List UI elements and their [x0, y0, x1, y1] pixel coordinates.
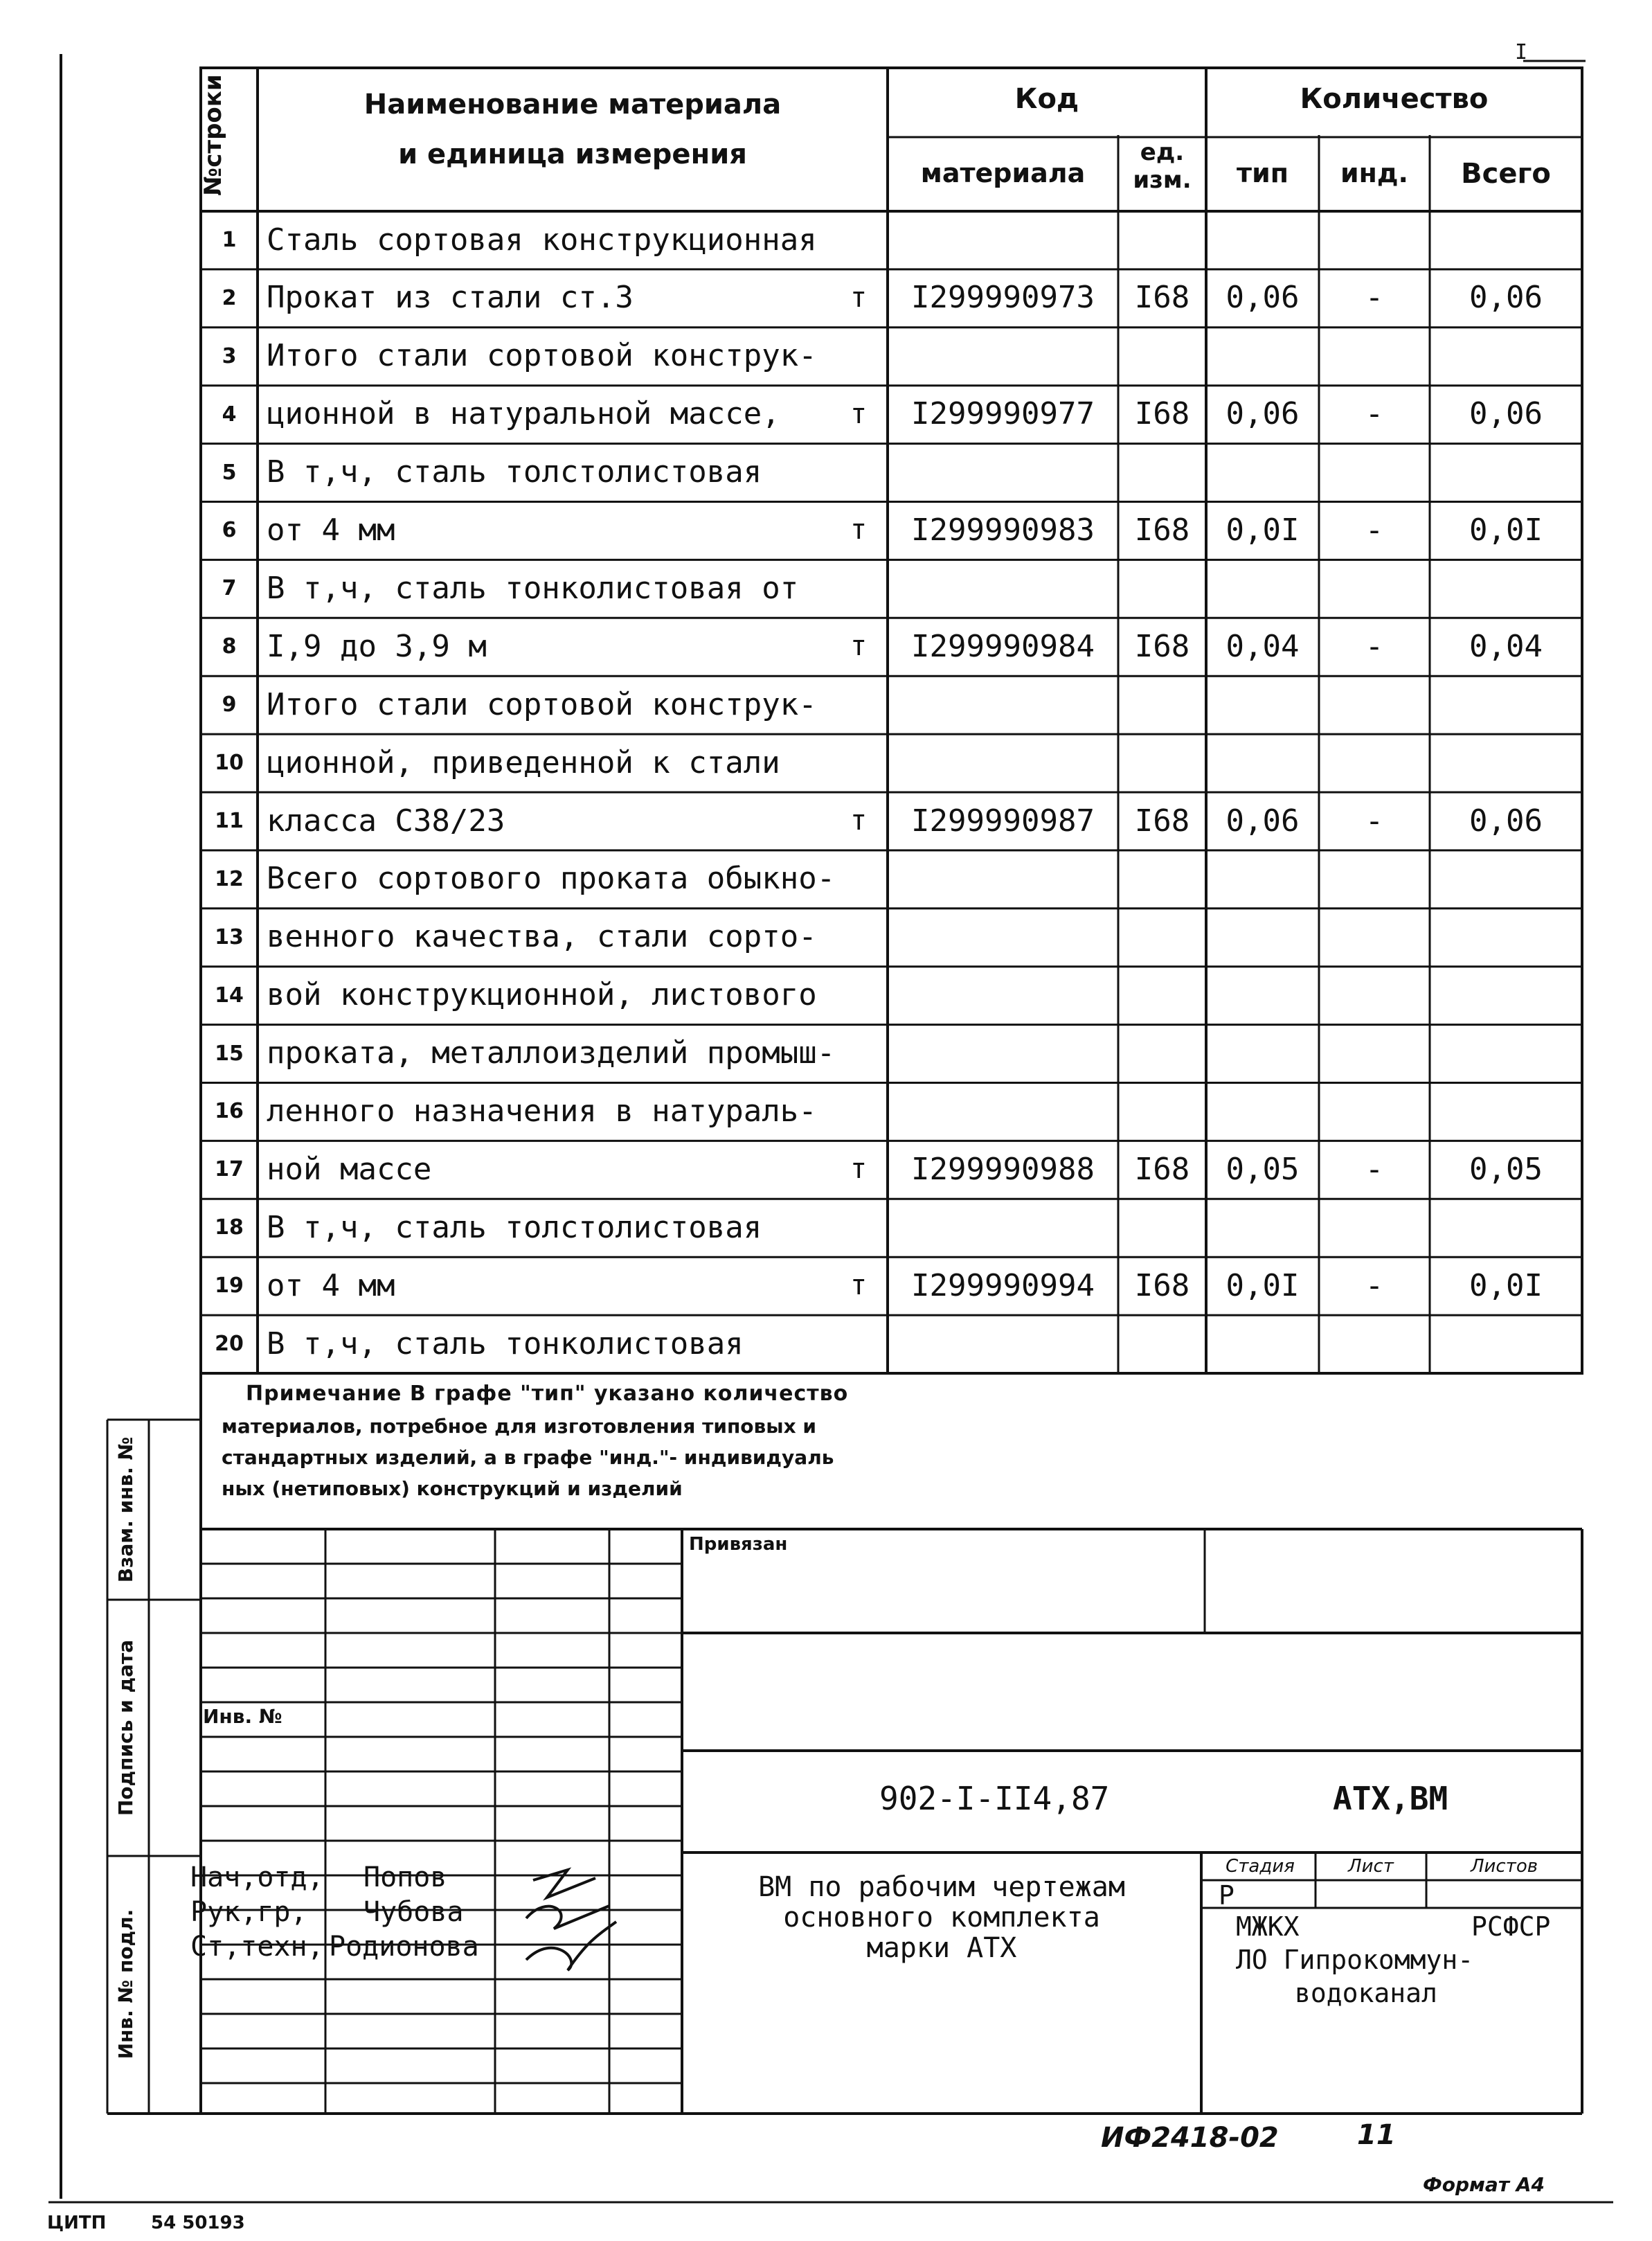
cell-ind: -: [1365, 1267, 1384, 1303]
stamp-org-line2: ЛО Гипрокоммун-: [1236, 1945, 1474, 1975]
cell-name: ционной в натуральной массе,: [267, 396, 780, 432]
cell-code: I299990983: [911, 512, 1095, 548]
cell-code: I299990984: [911, 628, 1095, 664]
cell-tip: 0,0I: [1225, 512, 1300, 548]
cell-ed: I68: [1134, 1267, 1190, 1303]
cell-no: 15: [215, 1041, 244, 1066]
stamp-listov-label: Листов: [1470, 1856, 1538, 1877]
cell-no: 14: [215, 983, 244, 1008]
cell-no: 3: [222, 343, 237, 368]
cell-ind: -: [1365, 628, 1384, 664]
header-col-material: материала: [920, 158, 1086, 188]
cell-no: 4: [222, 402, 237, 427]
cell-name: от 4 мм: [267, 512, 395, 548]
cell-no: 20: [215, 1332, 244, 1357]
header-col-unit-line2: изм.: [1133, 166, 1192, 194]
cell-name: В т,ч, сталь тонколистовая: [267, 1325, 744, 1361]
cell-unit: т: [850, 1153, 868, 1186]
cell-total: 0,05: [1469, 1151, 1543, 1187]
stamp-title-line2: основного комплекта: [783, 1902, 1100, 1934]
cell-name: от 4 мм: [267, 1267, 395, 1303]
cell-no: 18: [215, 1215, 244, 1240]
cell-tip: 0,04: [1225, 628, 1300, 664]
cell-tip: 0,06: [1225, 803, 1300, 839]
stamp-document-code: 902-I-II4,87: [879, 1780, 1110, 1817]
header-col-unit-line1: ед.: [1140, 139, 1185, 166]
stamp-stadia-value: Р: [1219, 1880, 1234, 1911]
cell-total: 0,0I: [1469, 1267, 1543, 1303]
cell-ed: I68: [1134, 512, 1190, 548]
cell-ed: I68: [1134, 280, 1190, 316]
footer-print-code: ЦИТП: [47, 2213, 107, 2233]
note-line-1: Примечание В графе "тип" указано количество: [246, 1382, 849, 1406]
stamp-role-senior-tech: Ст,техн,: [190, 1931, 324, 1963]
cell-tip: 0,06: [1225, 396, 1300, 432]
note-line-4: ных (нетиповых) конструкций и изделий: [222, 1477, 683, 1500]
footer-sheet-number: 11: [1357, 2119, 1396, 2151]
cell-unit: т: [850, 804, 868, 837]
stamp-list-label: Лист: [1348, 1856, 1394, 1877]
stamp-stadia-label: Стадия: [1225, 1856, 1295, 1877]
cell-code: I299990977: [911, 396, 1095, 432]
stamp-name-head-dept: Попов: [363, 1861, 447, 1893]
cell-code: I299990988: [911, 1151, 1095, 1187]
header-row-number: №строки: [199, 74, 227, 196]
stamp-org-republic: РСФСР: [1471, 1911, 1551, 1942]
cell-no: 2: [222, 285, 237, 310]
header-col-ind: инд.: [1340, 158, 1408, 188]
cell-no: 5: [222, 460, 237, 485]
footer-handwritten-ref: ИФ2418-02: [1101, 2122, 1279, 2154]
cell-name: I,9 до 3,9 м: [267, 628, 487, 664]
cell-tip: 0,0I: [1225, 1267, 1300, 1303]
cell-name: В т,ч, сталь тонколистовая от: [267, 570, 799, 606]
cell-name: Прокат из стали ст.3: [267, 280, 634, 316]
cell-tip: 0,05: [1225, 1151, 1300, 1187]
cell-name: класса С38/23: [267, 803, 505, 839]
stamp-org-ministry: МЖКХ: [1236, 1911, 1300, 1942]
stamp-name-group-lead: Чубова: [363, 1896, 464, 1928]
stamp-inv-no: Инв. №: [203, 1705, 282, 1728]
stamp-name-senior-tech: Родионова: [329, 1931, 479, 1963]
cell-total: 0,04: [1469, 628, 1543, 664]
stamp-role-head-dept: Нач,отд,: [190, 1861, 324, 1893]
side-label-inv-podl: Инв. № подл.: [114, 1909, 137, 2060]
corner-mark: I: [1515, 40, 1528, 64]
cell-name: Сталь сортовая конструкционная: [267, 222, 817, 258]
cell-total: 0,06: [1469, 396, 1543, 432]
cell-ed: I68: [1134, 396, 1190, 432]
cell-unit: т: [850, 630, 868, 663]
side-label-signature-date: Подпись и дата: [114, 1639, 137, 1816]
cell-no: 10: [215, 751, 244, 776]
cell-ed: I68: [1134, 1151, 1190, 1187]
cell-no: 1: [222, 227, 237, 252]
header-col-total: Всего: [1461, 158, 1551, 190]
cell-name: В т,ч, сталь толстолистовая: [267, 454, 762, 490]
cell-no: 19: [215, 1274, 244, 1298]
header-name-line2: и единица измерения: [398, 139, 747, 170]
cell-no: 13: [215, 925, 244, 949]
stamp-document-mark: АТХ,ВМ: [1333, 1780, 1448, 1817]
cell-name: ной массе: [267, 1151, 432, 1187]
cell-ind: -: [1365, 280, 1384, 316]
cell-name: Всего сортового проката обыкно-: [267, 861, 836, 897]
cell-ind: -: [1365, 396, 1384, 432]
cell-unit: т: [850, 514, 868, 546]
note-line-2: материалов, потребное для изготовления типовых и: [222, 1415, 816, 1438]
cell-ed: I68: [1134, 628, 1190, 664]
side-label-vzam-inv: Взам. инв. №: [114, 1436, 137, 1583]
cell-ind: -: [1365, 1151, 1384, 1187]
cell-no: 6: [222, 518, 237, 543]
cell-no: 12: [215, 866, 244, 891]
cell-total: 0,06: [1469, 803, 1543, 839]
cell-tip: 0,06: [1225, 280, 1300, 316]
footer-format: Формат А4: [1423, 2173, 1545, 2196]
cell-no: 9: [222, 693, 237, 717]
stamp-role-group-lead: Рук,гр,: [190, 1896, 307, 1928]
cell-no: 11: [215, 808, 244, 833]
cell-code: I299990994: [911, 1267, 1095, 1303]
cell-name: Итого стали сортовой конструк-: [267, 686, 817, 722]
cell-name: венного качества, стали сорто-: [267, 919, 817, 955]
stamp-org-line3: водоканал: [1295, 1978, 1437, 2008]
cell-name: проката, металлоизделий промыш-: [267, 1035, 836, 1071]
cell-ind: -: [1365, 512, 1384, 548]
cell-ed: I68: [1134, 803, 1190, 839]
note-line-3: стандартных изделий, а в графе "инд."- индивидуаль: [222, 1446, 834, 1469]
cell-name: вой конструкционной, листового: [267, 977, 817, 1013]
cell-total: 0,0I: [1469, 512, 1543, 548]
header-code-group: Код: [1014, 83, 1079, 115]
footer-print-number: 54 50193: [151, 2213, 245, 2233]
cell-name: Итого стали сортовой конструк-: [267, 338, 817, 374]
cell-name: ленного назначения в натураль-: [267, 1093, 817, 1130]
cell-name: ционной, приведенной к стали: [267, 744, 780, 780]
cell-ind: -: [1365, 803, 1384, 839]
cell-code: I299990987: [911, 803, 1095, 839]
header-quantity-group: Количество: [1300, 83, 1489, 115]
cell-name: В т,ч, сталь толстолистовая: [267, 1209, 762, 1245]
cell-no: 17: [215, 1157, 244, 1182]
cell-no: 8: [222, 634, 237, 659]
header-name-line1: Наименование материала: [363, 89, 782, 120]
cell-no: 7: [222, 576, 237, 601]
cell-total: 0,06: [1469, 280, 1543, 316]
cell-unit: т: [850, 1269, 868, 1302]
stamp-privyazan: Привязан: [689, 1534, 788, 1555]
stamp-title-line1: ВМ по рабочим чертежам: [758, 1871, 1125, 1903]
cell-unit: т: [850, 281, 868, 314]
cell-no: 16: [215, 1099, 244, 1124]
header-col-type: тип: [1237, 158, 1289, 188]
cell-code: I299990973: [911, 280, 1095, 316]
stamp-title-line3: марки АТХ: [866, 1932, 1017, 1964]
cell-unit: т: [850, 398, 868, 430]
